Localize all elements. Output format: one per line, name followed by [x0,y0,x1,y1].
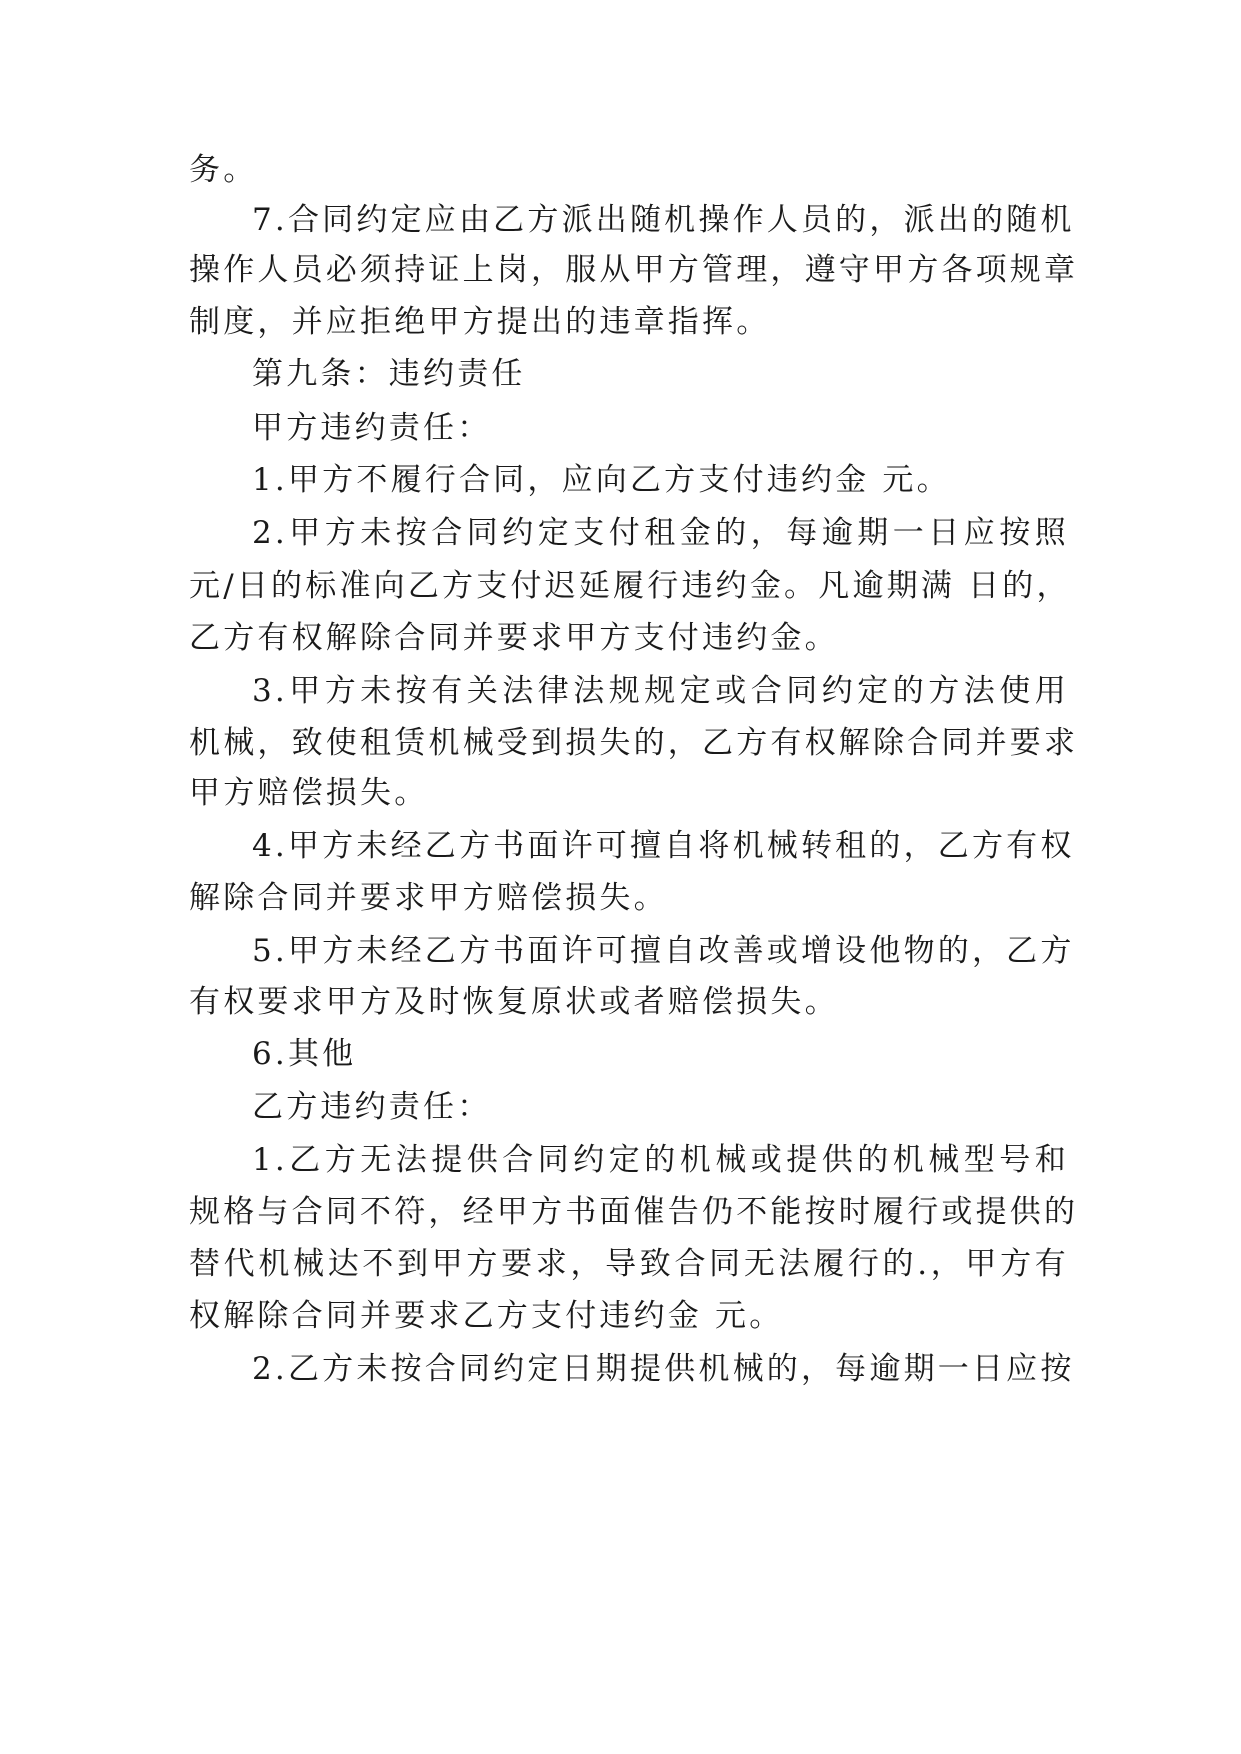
text-line: 替代机械达不到甲方要求，导致合同无法履行的.，甲方有 [189,1246,1069,1282]
text-line: 制度，并应拒绝甲方提出的违章指挥。 [189,304,771,340]
text-line: 解除合同并要求甲方赔偿损失。 [189,880,668,916]
text-line: 务。 [189,152,258,188]
text-line: 元/日的标准向乙方支付迟延履行违约金。凡逾期满 日的， [189,568,1071,604]
text-line: 3.甲方未按有关法律法规规定或合同约定的方法使用 [252,673,1069,709]
subsection-heading: 乙方违约责任： [252,1089,492,1125]
section-heading: 第九条：违约责任 [252,356,526,392]
text-line: 5.甲方未经乙方书面许可擅自改善或增设他物的，乙方 [252,933,1075,969]
text-line: 机械，致使租赁机械受到损失的，乙方有权解除合同并要求 [189,725,1079,761]
text-line: 乙方有权解除合同并要求甲方支付违约金。 [189,620,839,656]
text-line: 6.其他 [252,1036,357,1072]
subsection-heading: 甲方违约责任： [252,410,492,446]
text-line: 4.甲方未经乙方书面许可擅自将机械转租的，乙方有权 [252,828,1075,864]
text-line: 甲方赔偿损失。 [189,775,429,811]
text-line: 7.合同约定应由乙方派出随机操作人员的，派出的随机 [252,202,1075,238]
text-line: 2.乙方未按合同约定日期提供机械的，每逾期一日应按 [252,1351,1075,1387]
text-line: 1.乙方无法提供合同约定的机械或提供的机械型号和 [252,1142,1069,1178]
text-line: 规格与合同不符，经甲方书面催告仍不能按时履行或提供的 [189,1194,1079,1230]
text-line: 操作人员必须持证上岗，服从甲方管理，遵守甲方各项规章 [189,252,1079,288]
text-line: 2.甲方未按合同约定支付租金的，每逾期一日应按照 [252,515,1069,551]
text-line: 权解除合同并要求乙方支付违约金 元。 [189,1298,784,1334]
text-line: 1.甲方不履行合同，应向乙方支付违约金 元。 [252,462,951,498]
text-line: 有权要求甲方及时恢复原状或者赔偿损失。 [189,984,839,1020]
